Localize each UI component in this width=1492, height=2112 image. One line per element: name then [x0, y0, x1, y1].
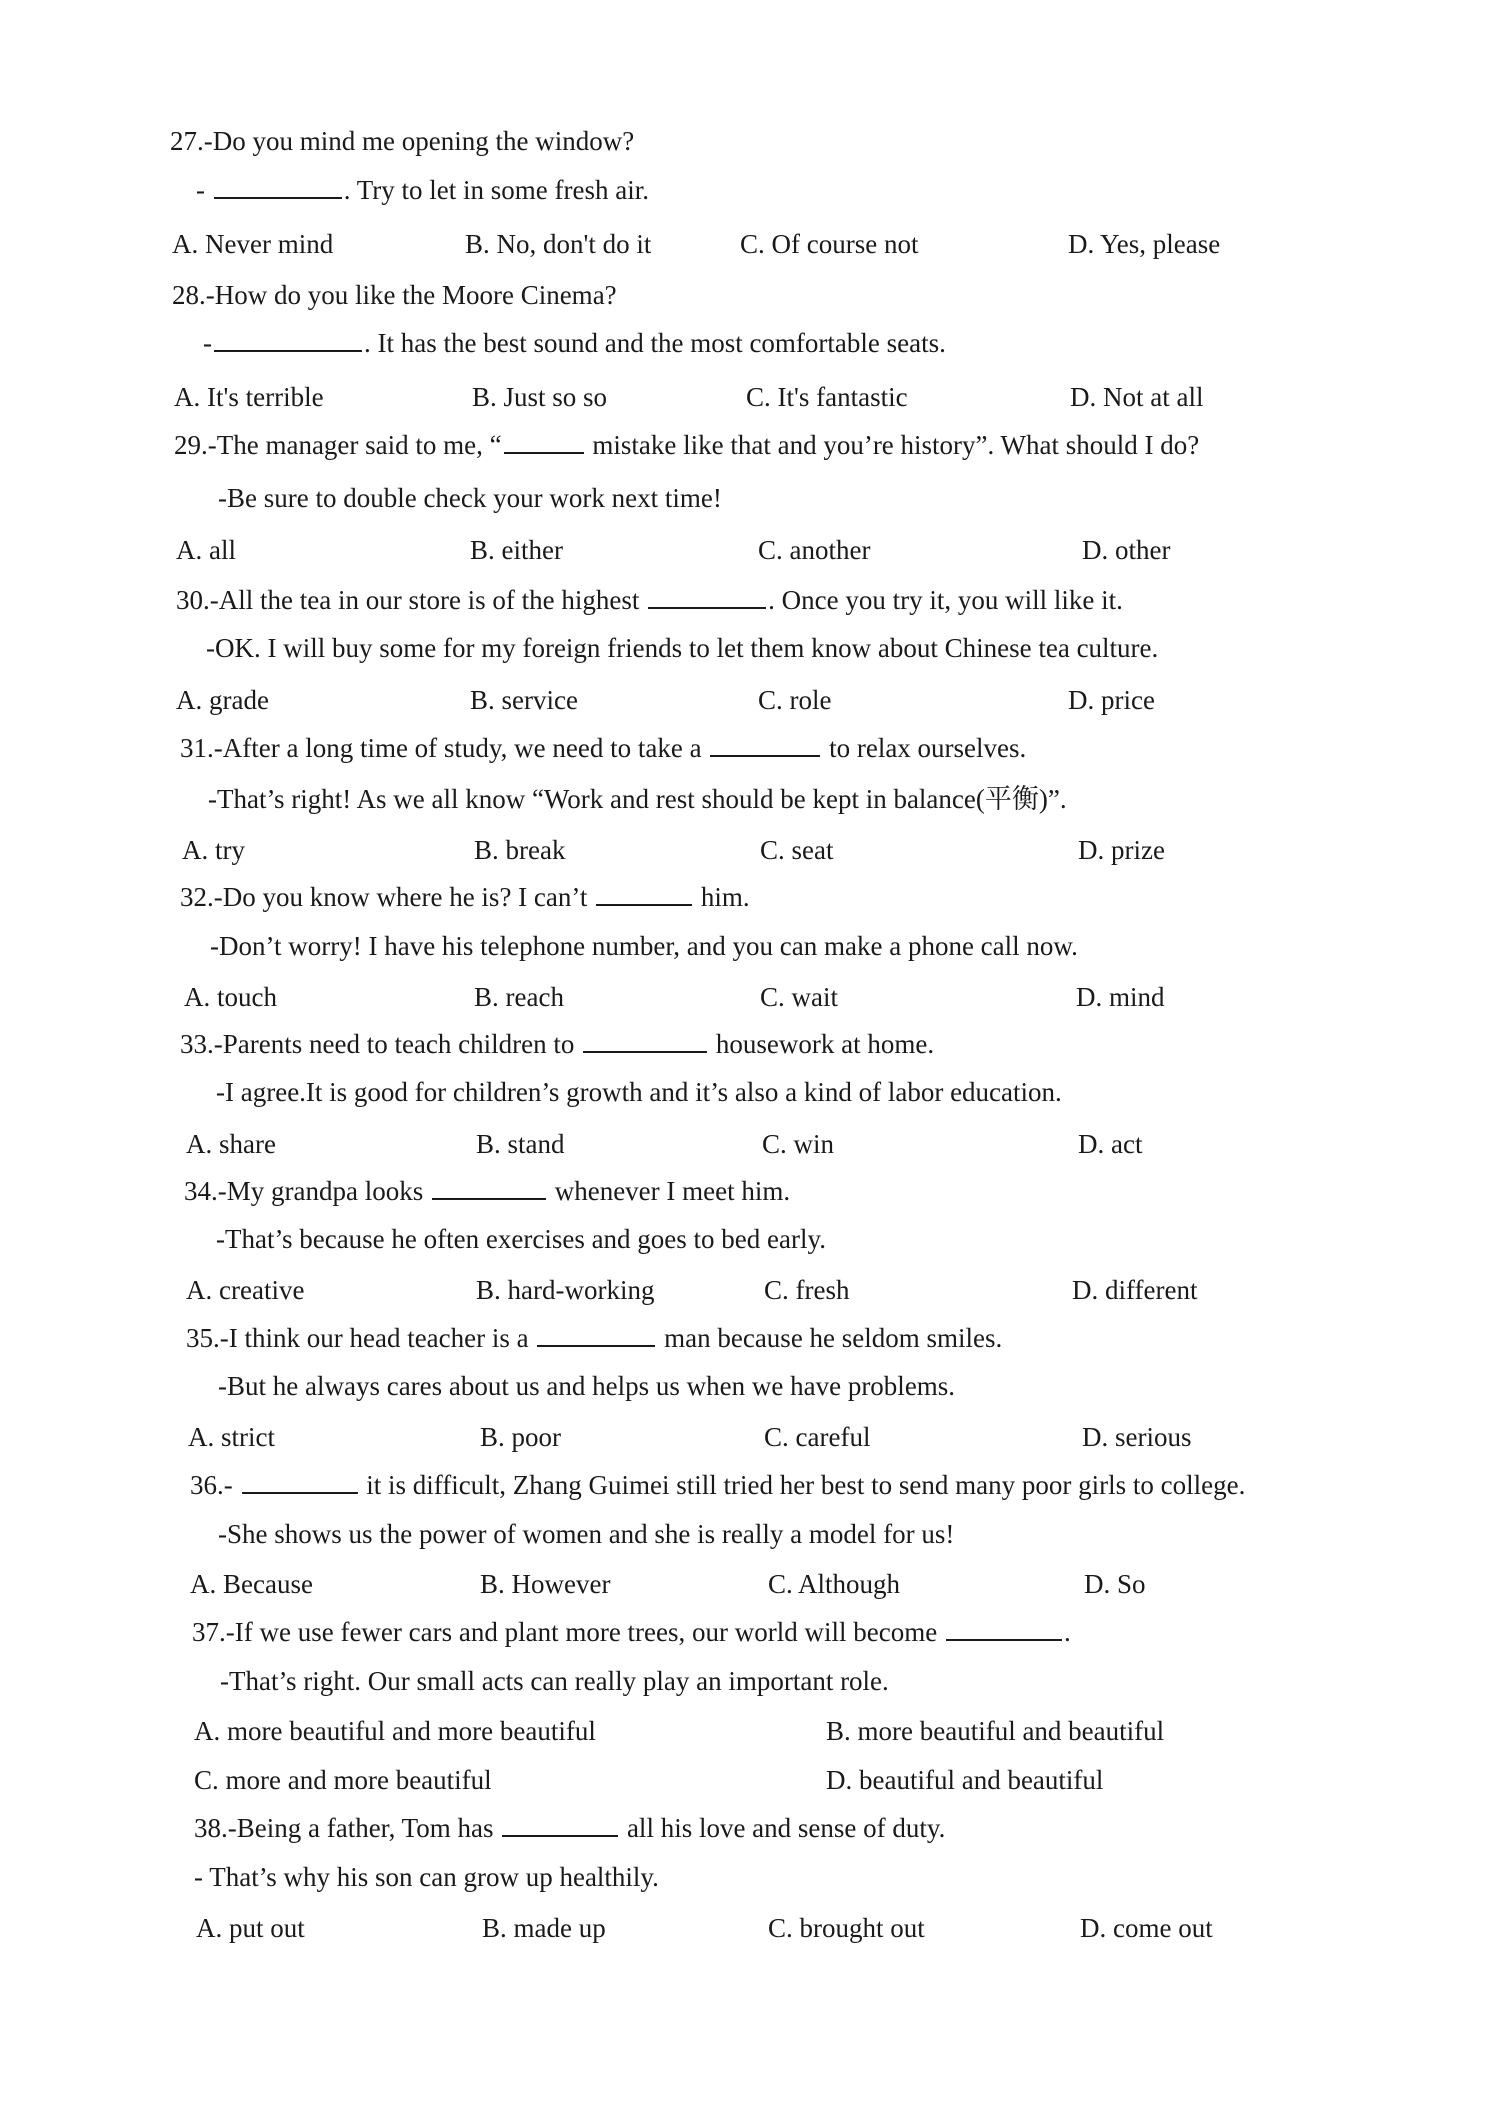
answer-blank[interactable] [648, 583, 766, 609]
option-a[interactable]: A. strict [188, 1422, 275, 1452]
option-b[interactable]: B. stand [476, 1129, 565, 1159]
option-b[interactable]: B. poor [480, 1422, 561, 1452]
option-d[interactable]: D. mind [1076, 982, 1165, 1012]
option-d[interactable]: D. different [1072, 1275, 1198, 1305]
option-d[interactable]: D. come out [1080, 1913, 1213, 1943]
question-33-reply: -I agree.It is good for children’s growth and it’s also a kind of labor education. [216, 1077, 1062, 1107]
question-28-reply: - . It has the best sound and the most comfortable seats. [203, 328, 946, 358]
question-30-reply: -OK. I will buy some for my foreign friends to let them know about Chinese tea culture. [206, 633, 1159, 663]
option-d[interactable]: D. act [1078, 1129, 1143, 1159]
option-a[interactable]: A. touch [184, 982, 277, 1012]
option-b[interactable]: B. However [480, 1569, 611, 1599]
question-34-reply: -That’s because he often exercises and goes to bed early. [216, 1224, 826, 1254]
question-29-stem: 29.-The manager said to me, “ mistake like that and you’re history”. What should I do? [174, 430, 1200, 460]
question-32-stem: 32.-Do you know where he is? I can’t him. [180, 882, 750, 912]
option-b[interactable]: B. Just so so [472, 382, 608, 412]
option-c[interactable]: C. fresh [764, 1275, 850, 1305]
option-c[interactable]: C. Of course not [740, 229, 919, 259]
option-c[interactable]: C. role [758, 685, 832, 715]
option-b[interactable]: B. break [474, 835, 566, 865]
option-d[interactable]: D. beautiful and beautiful [826, 1765, 1104, 1795]
question-34-stem: 34.-My grandpa looks whenever I meet him. [184, 1176, 791, 1206]
answer-blank[interactable] [242, 1468, 358, 1494]
answer-blank[interactable] [504, 428, 584, 454]
option-a[interactable]: A. grade [176, 685, 269, 715]
question-37-stem: 37.-If we use fewer cars and plant more trees, our world will become . [192, 1617, 1071, 1647]
option-a[interactable]: A. put out [196, 1913, 305, 1943]
answer-blank[interactable] [214, 326, 362, 352]
answer-blank[interactable] [214, 173, 342, 199]
question-27-stem: 27.-Do you mind me opening the window? [170, 126, 635, 156]
question-35-stem: 35.-I think our head teacher is a man because he seldom smiles. [186, 1323, 1003, 1353]
answer-blank[interactable] [710, 731, 820, 757]
option-b[interactable]: B. service [470, 685, 578, 715]
option-b[interactable]: B. No, don't do it [465, 229, 652, 259]
option-c[interactable]: C. seat [760, 835, 834, 865]
option-c[interactable]: C. careful [764, 1422, 871, 1452]
question-28-stem: 28.-How do you like the Moore Cinema? [172, 280, 617, 310]
option-b[interactable]: B. hard-working [476, 1275, 655, 1305]
option-a[interactable]: A. creative [186, 1275, 305, 1305]
question-29-reply: -Be sure to double check your work next time! [218, 483, 722, 513]
question-36-reply: -She shows us the power of women and she is really a model for us! [218, 1519, 955, 1549]
question-31-reply: -That’s right! As we all know “Work and rest should be kept in balance(平衡)”. [208, 784, 1067, 814]
option-a[interactable]: A. all [176, 535, 236, 565]
question-35-reply: -But he always cares about us and helps us when we have problems. [218, 1371, 956, 1401]
option-a[interactable]: A. Never mind [172, 229, 334, 259]
question-38-reply: - That’s why his son can grow up healthily. [194, 1862, 659, 1892]
option-d[interactable]: D. So [1084, 1569, 1146, 1599]
option-c[interactable]: C. win [762, 1129, 835, 1159]
option-c[interactable]: C. brought out [768, 1913, 925, 1943]
option-a[interactable]: A. It's terrible [174, 382, 324, 412]
answer-blank[interactable] [537, 1321, 655, 1347]
question-32-reply: -Don’t worry! I have his telephone number, and you can make a phone call now. [210, 931, 1078, 961]
answer-blank[interactable] [502, 1811, 618, 1837]
answer-blank[interactable] [946, 1615, 1062, 1641]
option-b[interactable]: B. made up [482, 1913, 606, 1943]
option-d[interactable]: D. Not at all [1070, 382, 1204, 412]
option-c[interactable]: C. more and more beautiful [194, 1765, 492, 1795]
option-a[interactable]: A. more beautiful and more beautiful [194, 1716, 596, 1746]
option-b[interactable]: B. more beautiful and beautiful [826, 1716, 1165, 1746]
option-c[interactable]: C. It's fantastic [746, 382, 908, 412]
question-30-stem: 30.-All the tea in our store is of the highest . Once you try it, you will like it. [176, 585, 1123, 615]
answer-blank[interactable] [432, 1174, 546, 1200]
question-27-reply: - . Try to let in some fresh air. [196, 175, 649, 205]
option-d[interactable]: D. other [1082, 535, 1171, 565]
question-33-stem: 33.-Parents need to teach children to housework at home. [180, 1029, 935, 1059]
option-c[interactable]: C. Although [768, 1569, 901, 1599]
option-a[interactable]: A. share [186, 1129, 276, 1159]
option-c[interactable]: C. wait [760, 982, 838, 1012]
answer-blank[interactable] [596, 880, 692, 906]
question-36-stem: 36.- it is difficult, Zhang Guimei still tried her best to send many poor girls to college. [190, 1470, 1246, 1500]
option-b[interactable]: B. reach [474, 982, 564, 1012]
option-d[interactable]: D. serious [1082, 1422, 1192, 1452]
option-d[interactable]: D. Yes, please [1068, 229, 1221, 259]
option-d[interactable]: D. price [1068, 685, 1155, 715]
option-a[interactable]: A. Because [190, 1569, 313, 1599]
option-a[interactable]: A. try [182, 835, 245, 865]
option-c[interactable]: C. another [758, 535, 871, 565]
answer-blank[interactable] [583, 1027, 707, 1053]
option-b[interactable]: B. either [470, 535, 563, 565]
question-38-stem: 38.-Being a father, Tom has all his love and sense of duty. [194, 1813, 946, 1843]
question-31-stem: 31.-After a long time of study, we need to take a to relax ourselves. [180, 733, 1027, 763]
question-37-reply: -That’s right. Our small acts can really play an important role. [220, 1666, 889, 1696]
option-d[interactable]: D. prize [1078, 835, 1165, 865]
